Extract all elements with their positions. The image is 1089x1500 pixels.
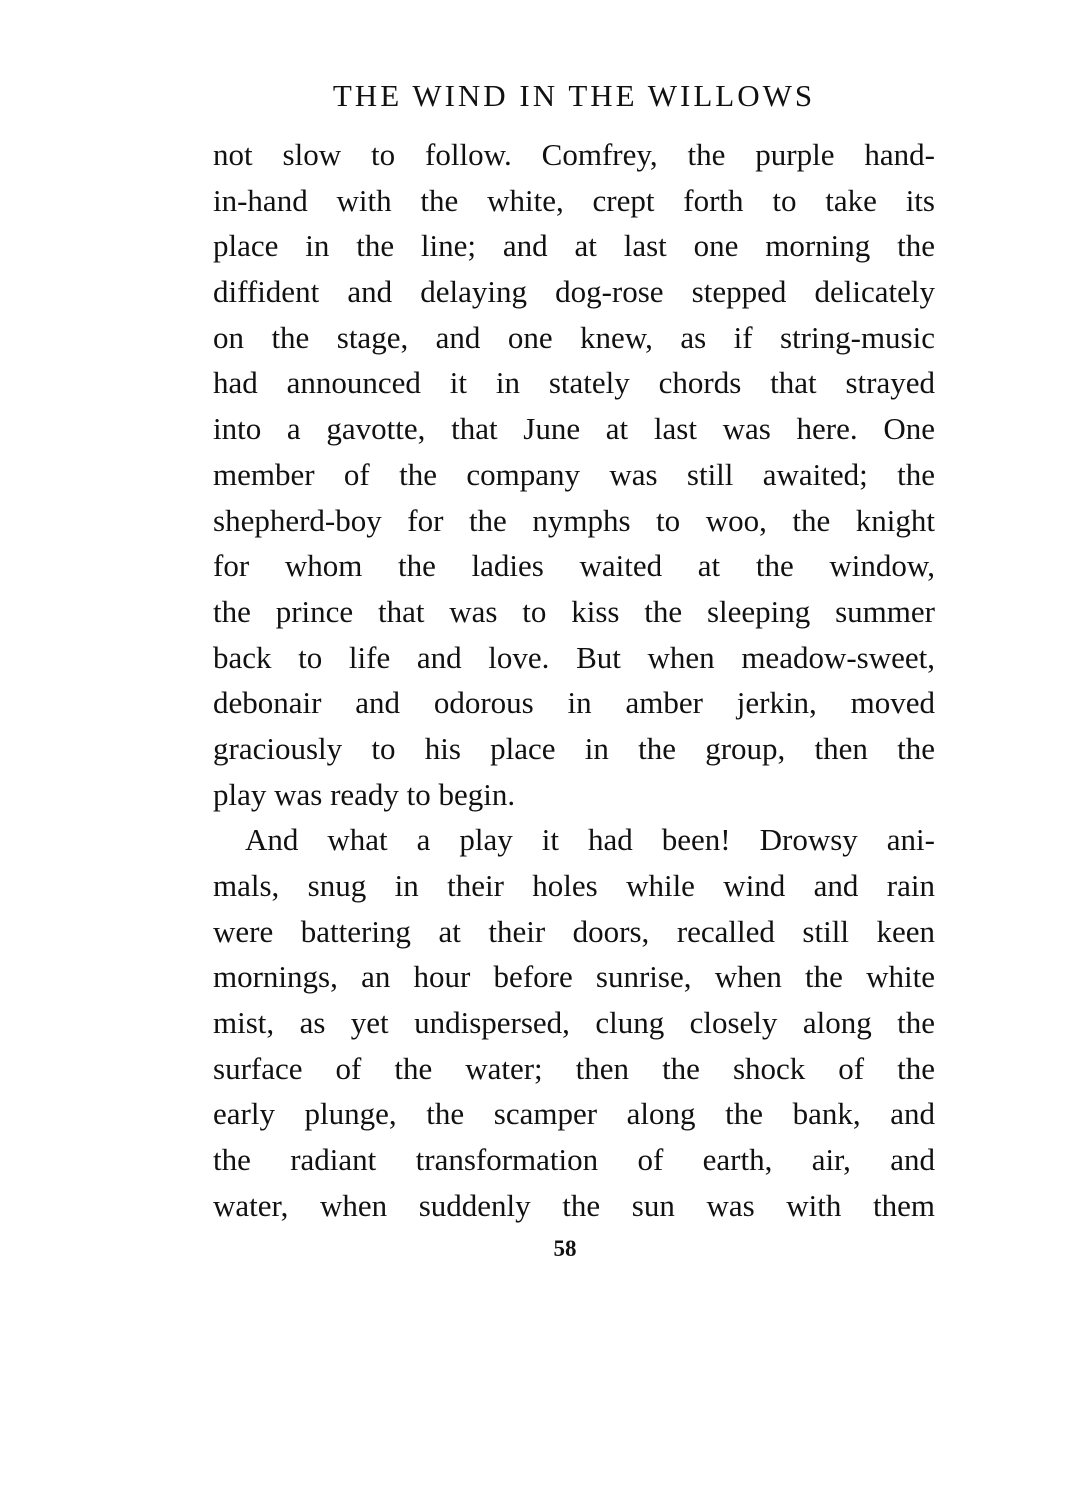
text-line: And what a play it had been! Drowsy ani- bbox=[245, 822, 935, 858]
text-line: back to life and love. But when meadow-sweet, bbox=[213, 639, 935, 675]
text-line: member of the company was still awaited; the bbox=[213, 456, 935, 492]
text-line: shepherd-boy for the nymphs to woo, the knight bbox=[213, 502, 935, 538]
text-line: debonair and odorous in amber jerkin, moved bbox=[213, 685, 935, 721]
text-line: play was ready to begin. bbox=[213, 776, 516, 812]
text-line: the prince that was to kiss the sleeping summer bbox=[213, 593, 935, 629]
text-line: not slow to follow. Comfrey, the purple hand- bbox=[213, 137, 935, 172]
text-line: mist, as yet undispersed, clung closely along the bbox=[213, 1005, 935, 1041]
text-line: graciously to his place in the group, then the bbox=[213, 730, 935, 766]
text-line: for whom the ladies waited at the window, bbox=[213, 548, 935, 584]
text-line: had announced it in stately chords that strayed bbox=[213, 365, 935, 401]
text-line: on the stage, and one knew, as if string-music bbox=[213, 319, 935, 355]
text-line: into a gavotte, that June at last was here. One bbox=[213, 411, 935, 447]
paragraph-1 bbox=[213, 132, 935, 817]
paragraph-2 bbox=[213, 817, 935, 1228]
text-line: water, when suddenly the sun was with them bbox=[213, 1187, 935, 1223]
text-line: were battering at their doors, recalled still keen bbox=[213, 913, 935, 949]
page-body bbox=[213, 132, 935, 1229]
text-line: the radiant transformation of earth, air, and bbox=[213, 1142, 935, 1178]
running-header: THE WIND IN THE WILLOWS bbox=[332, 78, 816, 113]
text-line: surface of the water; then the shock of the bbox=[213, 1050, 935, 1086]
text-line: mals, snug in their holes while wind and rain bbox=[213, 868, 935, 903]
text-line: place in the line; and at last one morning the bbox=[213, 228, 935, 264]
page-number: 58 bbox=[553, 1236, 577, 1261]
text-line: diffident and delaying dog-rose stepped delicately bbox=[213, 274, 935, 310]
text-line: in-hand with the white, crept forth to take its bbox=[213, 182, 935, 218]
text-line: early plunge, the scamper along the bank, and bbox=[213, 1096, 935, 1132]
text-line: mornings, an hour before sunrise, when the white bbox=[213, 959, 935, 995]
